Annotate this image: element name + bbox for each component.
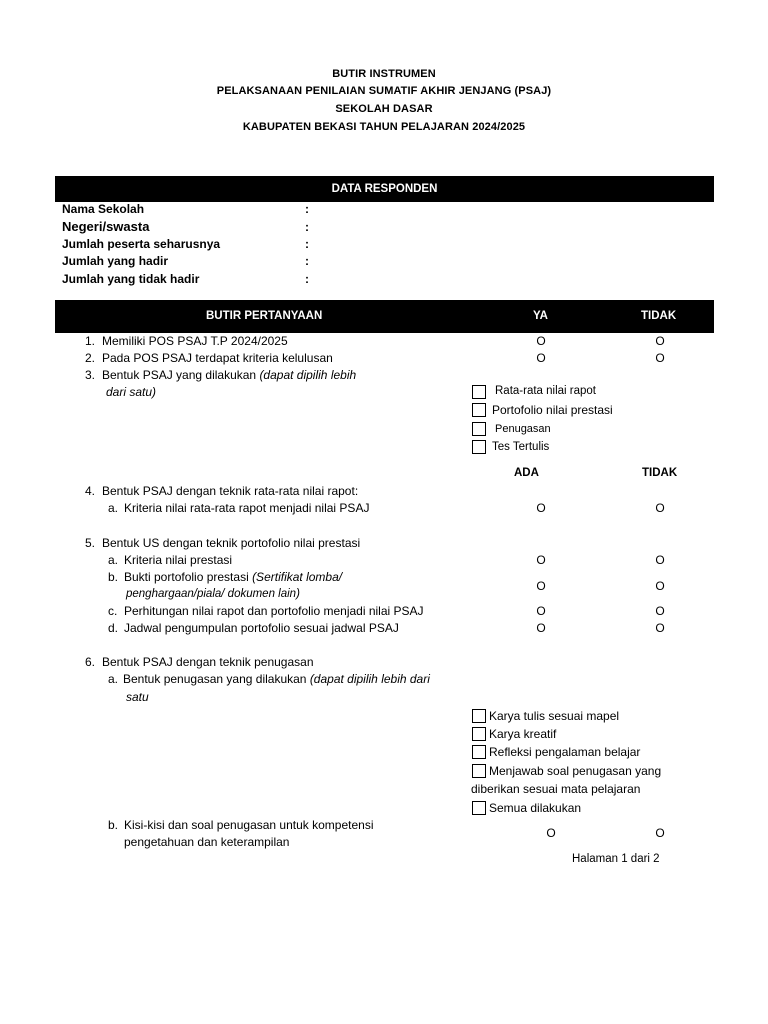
q5-b-note-cont: penghargaan/piala/ dokumen lain) bbox=[126, 588, 300, 600]
question-3-note-cont: dari satu) bbox=[106, 385, 157, 399]
q6b-ada-option[interactable]: O bbox=[546, 826, 556, 840]
question-1-text: Memiliki POS PSAJ T.P 2024/2025 bbox=[102, 334, 288, 348]
q6b-tidak-option[interactable]: O bbox=[655, 826, 665, 840]
q4-a-text: Kriteria nilai rata-rata rapot menjadi nilai PSAJ bbox=[124, 501, 370, 515]
respondent-heading: DATA RESPONDEN bbox=[331, 183, 438, 195]
field-label-expected-participants: Jumlah peserta seharusnya bbox=[62, 237, 221, 251]
doc-title-line-2: PELAKSANAAN PENILAIAN SUMATIF AKHIR JENJANG (PSAJ) bbox=[216, 85, 552, 97]
checkbox-karya-kreatif[interactable] bbox=[472, 727, 486, 741]
q6-b-number: b. bbox=[108, 818, 119, 832]
q5c-tidak-option[interactable]: O bbox=[655, 604, 665, 618]
doc-title-line-3: SEKOLAH DASAR bbox=[335, 103, 433, 115]
q5d-tidak-option[interactable]: O bbox=[655, 621, 665, 635]
q2-no-option[interactable]: O bbox=[655, 351, 665, 365]
question-4-number: 4. bbox=[85, 484, 96, 498]
q6-a-note-cont: satu bbox=[126, 690, 149, 704]
checkbox-penugasan[interactable] bbox=[472, 422, 486, 436]
q5-a-text: Kriteria nilai prestasi bbox=[124, 553, 233, 567]
q2-yes-option[interactable]: O bbox=[536, 351, 546, 365]
field-label-status: Negeri/swasta bbox=[62, 219, 150, 234]
question-2-text: Pada POS PSAJ terdapat kriteria kelulusan bbox=[102, 351, 333, 365]
doc-title-line-1: BUTIR INSTRUMEN bbox=[332, 68, 436, 80]
question-3-number: 3. bbox=[85, 368, 96, 382]
option-refleksi-label: Refleksi pengalaman belajar bbox=[489, 745, 641, 759]
field-colon: : bbox=[305, 254, 309, 268]
field-label-present: Jumlah yang hadir bbox=[62, 254, 169, 268]
q5d-ada-option[interactable]: O bbox=[536, 621, 546, 635]
checkbox-rata-rata[interactable] bbox=[472, 385, 486, 399]
q5-c-text: Perhitungan nilai rapot dan portofolio menjadi nilai PSAJ bbox=[124, 604, 424, 618]
option-rata-rata-label: Rata-rata nilai rapot bbox=[495, 385, 596, 397]
q5-a-number: a. bbox=[108, 553, 119, 567]
doc-title-line-4: KABUPATEN BEKASI TAHUN PELAJARAN 2024/2025 bbox=[242, 121, 526, 133]
ada-column-header: ADA bbox=[514, 467, 539, 479]
question-2-number: 2. bbox=[85, 351, 96, 365]
field-label-school-name: Nama Sekolah bbox=[62, 202, 145, 216]
q4-a-number: a. bbox=[108, 501, 119, 515]
field-colon: : bbox=[305, 272, 309, 286]
field-colon: : bbox=[305, 237, 309, 251]
field-colon: : bbox=[305, 220, 309, 234]
checkbox-menjawab-soal[interactable] bbox=[472, 764, 486, 778]
q5-b-main: Bukti portofolio prestasi bbox=[124, 570, 253, 584]
question-3-text bbox=[102, 368, 356, 382]
q5-d-text: Jadwal pengumpulan portofolio sesuai jadwal PSAJ bbox=[124, 621, 399, 635]
checkbox-portofolio[interactable] bbox=[472, 403, 486, 417]
checkbox-tes-tertulis[interactable] bbox=[472, 440, 486, 454]
q5b-tidak-option[interactable]: O bbox=[655, 579, 665, 593]
q5-c-number: c. bbox=[108, 604, 118, 618]
question-3-main: Bentuk PSAJ yang dilakukan bbox=[102, 368, 260, 382]
q5a-ada-option[interactable]: O bbox=[536, 553, 546, 567]
question-6-text: Bentuk PSAJ dengan teknik penugasan bbox=[102, 655, 314, 669]
question-5-number: 5. bbox=[85, 536, 96, 550]
option-penugasan-label: Penugasan bbox=[495, 423, 551, 435]
yes-column-header: YA bbox=[533, 310, 548, 322]
option-menjawab-soal-label: Menjawab soal penugasan yang bbox=[489, 764, 662, 778]
question-1-number: 1. bbox=[85, 334, 96, 348]
q1-no-option[interactable]: O bbox=[655, 334, 665, 348]
option-semua-dilakukan-label: Semua dilakukan bbox=[489, 801, 582, 815]
question-4-text: Bentuk PSAJ dengan teknik rata-rata nilai rapot: bbox=[102, 484, 359, 498]
q5-b-number: b. bbox=[108, 570, 119, 584]
respondent-header-bar bbox=[55, 176, 714, 202]
q6-a-text bbox=[123, 672, 430, 686]
option-karya-tulis-label: Karya tulis sesuai mapel bbox=[489, 709, 620, 723]
page-number: Halaman 1 dari 2 bbox=[572, 853, 660, 865]
q6-a-main: Bentuk penugasan yang dilakukan bbox=[123, 672, 310, 686]
q5-b-note: (Sertifikat lomba/ bbox=[252, 570, 343, 584]
question-3-note: (dapat dipilih lebih bbox=[259, 368, 357, 382]
q5c-ada-option[interactable]: O bbox=[536, 604, 546, 618]
q1-yes-option[interactable]: O bbox=[536, 334, 546, 348]
checkbox-karya-tulis[interactable] bbox=[472, 709, 486, 723]
option-menjawab-soal-label-cont: diberikan sesuai mata pelajaran bbox=[471, 782, 641, 796]
q6-b-text-line-2: pengetahuan dan keterampilan bbox=[124, 835, 290, 849]
option-portofolio-label: Portofolio nilai prestasi bbox=[492, 403, 613, 417]
q6-a-number: a. bbox=[108, 672, 119, 686]
no-column-header: TIDAK bbox=[641, 310, 677, 322]
field-label-absent: Jumlah yang tidak hadir bbox=[62, 272, 200, 286]
question-5-text: Bentuk US dengan teknik portofolio nilai prestasi bbox=[102, 536, 361, 550]
option-tes-tertulis-label: Tes Tertulis bbox=[492, 441, 550, 453]
questions-header-label: BUTIR PERTANYAAN bbox=[206, 310, 323, 322]
q5b-ada-option[interactable]: O bbox=[536, 579, 546, 593]
q6-b-text-line-1: Kisi-kisi dan soal penugasan untuk kompetensi bbox=[124, 818, 374, 832]
question-6-number: 6. bbox=[85, 655, 96, 669]
q5-b-text bbox=[124, 570, 342, 584]
q6-a-note: (dapat dipilih lebih dari bbox=[309, 672, 430, 686]
questions-header-bar bbox=[55, 300, 714, 333]
q5-d-number: d. bbox=[108, 621, 119, 635]
option-karya-kreatif-label: Karya kreatif bbox=[489, 727, 557, 741]
checkbox-refleksi[interactable] bbox=[472, 745, 486, 759]
tidak-column-header: TIDAK bbox=[642, 467, 678, 479]
field-colon: : bbox=[305, 202, 309, 216]
q4a-ada-option[interactable]: O bbox=[536, 501, 546, 515]
q5a-tidak-option[interactable]: O bbox=[655, 553, 665, 567]
checkbox-semua-dilakukan[interactable] bbox=[472, 801, 486, 815]
q4a-tidak-option[interactable]: O bbox=[655, 501, 665, 515]
